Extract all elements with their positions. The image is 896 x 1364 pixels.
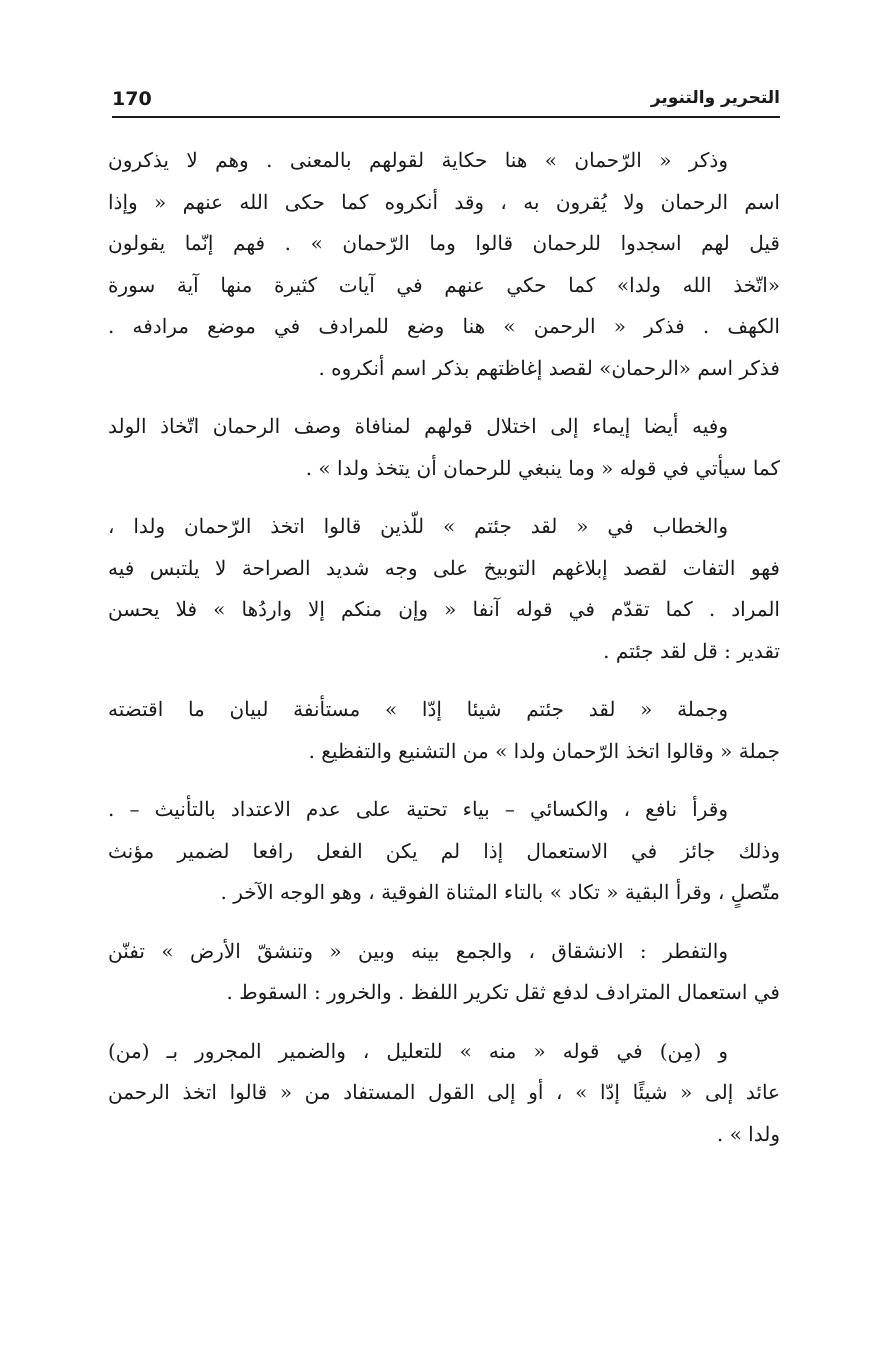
text-line: وذلك جائز في الاستعمال إذا لم يكن الفعل رافعا لضمير مؤنث <box>108 838 780 863</box>
running-header <box>112 86 780 118</box>
text-line: في استعمال المترادف لدفع ثقل تكرير اللفظ . والخرور : السقوط . <box>226 980 780 1004</box>
text-line: جملة « وقالوا اتخذ الرّحمان ولدا » من التشنيع والتفظيع . <box>308 738 780 763</box>
text-line: «اتّخذ الله ولدا» كما حكي عنهم في آيات كثيرة منها آية سورة <box>108 272 780 297</box>
text-line: وجملة « لقد جئتم شيئا إدّا » مستأنفة لبيان ما اقتضته <box>108 697 728 721</box>
paragraph <box>108 789 780 914</box>
paragraph <box>108 140 780 389</box>
paragraph <box>108 406 780 489</box>
text-line: تقدير : قل لقد جئتم . <box>603 638 780 663</box>
text-line: كما سيأتي في قوله « وما ينبغي للرحمان أن يتخذ ولدا » . <box>305 455 780 480</box>
text-line: فهو التفات لقصد إبلاغهم التوبيخ على وجه شديد الصراحة لا يلتبس فيه <box>108 555 780 580</box>
text-line: الكهف . فذكر « الرحمن » هنا وضع للمرادف في موضع مرادفه . <box>108 314 780 338</box>
book-title: التحرير والتنوير <box>650 88 780 108</box>
text-line: وقرأ نافع ، والكسائي – بياء تحتية على عدم الاعتداد بالتأنيث – . <box>108 797 728 821</box>
paragraph <box>108 506 780 672</box>
paragraph <box>108 689 780 772</box>
text-line: قيل لهم اسجدوا للرحمان قالوا وما الرّحمان » . فهم إنّما يقولون <box>108 231 780 255</box>
text-line: اسم الرحمان ولا يُقرون به ، وقد أنكروه كما حكى الله عنهم « وإذا <box>108 189 780 214</box>
text-line: المراد . كما تقدّم في قوله آنفا « وإن منكم إلا واردُها » فلا يحسن <box>108 597 780 621</box>
text-line: وذكر « الرّحمان » هنا حكاية لقولهم بالمعنى . وهم لا يذكرون <box>108 148 728 172</box>
text-line: عائد إلى « شيئًا إدّا » ، أو إلى القول المستفاد من « قالوا اتخذ الرحمن <box>108 1080 780 1104</box>
text-line: والخطاب في « لقد جئتم » للّذين قالوا اتخذ الرّحمان ولدا ، <box>108 514 728 538</box>
body-text <box>108 140 780 1155</box>
paragraph <box>108 1031 780 1156</box>
text-line: متّصلٍ ، وقرأ البقية « تكاد » بالتاء المثناة الفوقية ، وهو الوجه الآخر . <box>220 880 780 904</box>
page-number: 170 <box>112 88 152 110</box>
paragraph <box>108 931 780 1014</box>
text-line: وفيه أيضا إيماء إلى اختلال قولهم لمنافاة وصف الرحمان اتّخاذ الولد <box>108 414 728 438</box>
text-line: فذكر اسم «الرحمان» لقصد إغاظتهم بذكر اسم أنكروه . <box>318 355 780 380</box>
text-line: ولدا » . <box>716 1121 780 1146</box>
text-line: و (مِن) في قوله « منه » للتعليل ، والضمير المجرور بـ (من) <box>108 1038 728 1063</box>
text-line: والتفطر : الانشقاق ، والجمع بينه وبين « وتنشقّ الأرض » تفنّن <box>108 938 728 963</box>
